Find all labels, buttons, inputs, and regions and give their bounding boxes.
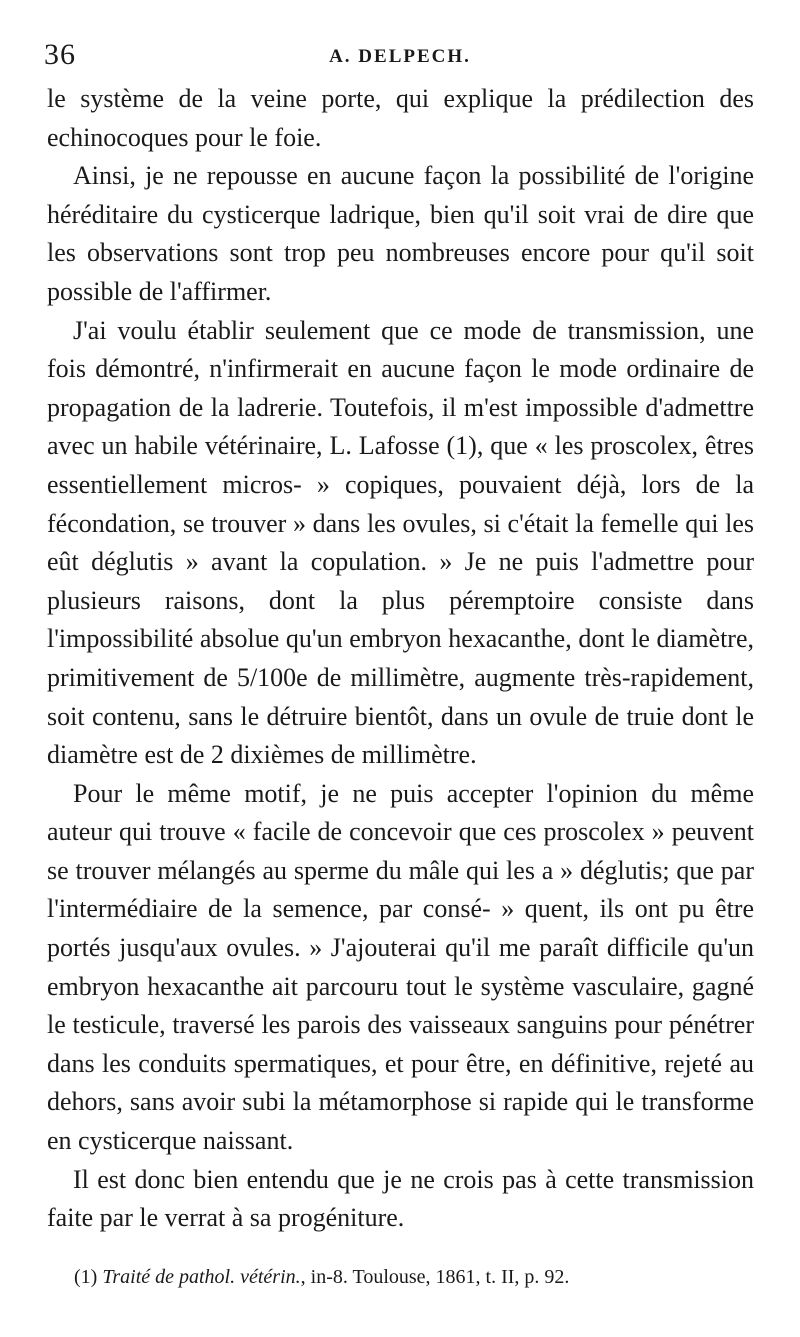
paragraph-2: Ainsi, je ne repousse en aucune façon la possibilité de l'origine héréditaire du cysticerque ladrique, bien qu'il soit vrai de dire que les observations sont trop peu nombreuses encore pour qu'il soit possible de l'affirmer. xyxy=(47,161,754,306)
running-title: A. DELPECH. xyxy=(329,46,471,67)
body-text xyxy=(47,80,754,1238)
paragraph-5: Il est donc bien entendu que je ne crois pas à cette transmission faite par le verrat à sa progéniture. xyxy=(47,1164,754,1233)
paragraph-3: J'ai voulu établir seulement que ce mode de transmission, une fois démontré, n'infirmerait en aucune façon le mode ordinaire de propagation de la ladrerie. Toutefois, il m'est impossible d'admettre avec un habile vétérinaire, L. Lafosse (1), que « les proscolex, êtres essentiellement micros- » copiques, pouvaient déjà, lors de la fécondation, se trouver » dans les ovules, si c'était la femelle qui les eût déglutis » avant la copulation. » Je ne puis l'admettre pour plusieurs raisons, dont la plus péremptoire consiste dans l'impossibilité absolue qu'un embryon hexacanthe, dont le diamètre, primitivement de 5/100e de millimètre, augmente très-rapidement, soit contenu, sans le détruire bientôt, dans un ovule de truie dont le diamètre est de 2 dixièmes de millimètre. xyxy=(47,315,754,770)
footnote-details: , in-8. Toulouse, 1861, t. II, p. 92. xyxy=(300,1266,570,1288)
paragraph-4: Pour le même motif, je ne puis accepter l'opinion du même auteur qui trouve « facile de concevoir que ces proscolex » peuvent se trouver mélangés au sperme du mâle qui les a » déglutis; que par l'intermédiaire de la semence, par consé- » quent, ils ont pu être portés jusqu'aux ovules. » J'ajouterai qu'il me paraît difficile qu'un embryon hexacanthe ait parcouru tout le système vasculaire, gagné le testicule, traversé les parois des vaisseaux sanguins pour pénétrer dans les conduits spermatiques, et pour être, en définitive, rejeté au dehors, sans avoir subi la métamorphose si rapide qui le transforme en cysticerque naissant. xyxy=(47,778,754,1156)
page-number: 36 xyxy=(44,38,76,71)
running-header xyxy=(44,38,756,78)
footnote xyxy=(74,1262,754,1292)
footnote-marker: (1) xyxy=(74,1266,98,1288)
paragraph-1: le système de la veine porte, qui explique la prédilection des echinocoques pour le foie. xyxy=(47,84,754,152)
footnote-title: Traité de pathol. vétérin. xyxy=(102,1266,301,1288)
